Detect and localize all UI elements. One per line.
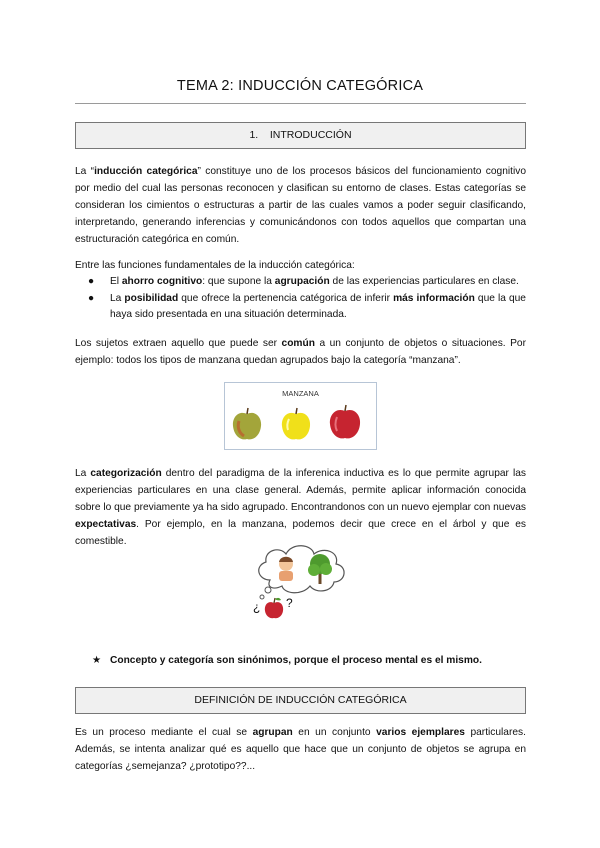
text-run: : que supone la xyxy=(202,276,275,287)
text-run: La xyxy=(75,468,91,479)
categorization-paragraph xyxy=(75,465,526,550)
page-title: TEMA 2: INDUCCIÓN CATEGÓRICA xyxy=(176,78,424,94)
term-ahorro-cognitivo: ahorro cognitivo xyxy=(121,276,203,287)
text-run: ” constituye uno de los procesos básicos del funcionamiento cognitivo por medio del cual las personas reconocen y clasifican su entorno de clases. Estas categorías se consideran los cimientos o estructuras a partir de las cuales vamos a poder seguir clasificando, interpretando, generando inferencias y comunicándonos con todos aquellos que compartan una estructuración categórica en común. xyxy=(75,166,526,245)
term-varios-ejemplares: varios ejemplares xyxy=(376,727,465,738)
common-paragraph xyxy=(75,335,526,369)
text-run: que ofrece la pertenencia catégorica de inferir xyxy=(178,293,394,304)
yellow-apple-icon xyxy=(282,408,310,439)
functions-intro: Entre las funciones fundamentales de la inducción categórica: xyxy=(75,260,355,271)
term-agrupan: agrupan xyxy=(252,727,293,738)
list-item-text xyxy=(110,274,526,289)
term-mas-informacion: más información xyxy=(393,293,475,304)
bullet-icon: ● xyxy=(88,276,95,287)
term-induccion-categorica: inducción categórica xyxy=(94,166,198,177)
text-run: La xyxy=(110,293,125,304)
term-comun: común xyxy=(281,338,315,349)
thinking-child-icon xyxy=(279,557,293,581)
term-posibilidad: posibilidad xyxy=(124,293,179,304)
section-label: INTRODUCCIÓN xyxy=(269,129,352,141)
figure-label: MANZANA xyxy=(282,389,319,398)
text-run: particulares. Además, se intenta analizar qué es aquello que hace que un conjunto de objetos se agrupa en categorías ¿semejanza? ¿prototipo??... xyxy=(75,727,526,772)
section-heading-introduccion xyxy=(75,122,526,149)
red-apple-icon xyxy=(263,596,285,620)
list-item xyxy=(88,274,528,289)
bullet-icon: ● xyxy=(88,293,95,304)
title-divider xyxy=(75,103,526,104)
section-label: DEFINICIÓN DE INDUCCIÓN CATEGÓRICA xyxy=(194,694,407,706)
section-number: 1. xyxy=(249,129,259,141)
question-open: ¿ xyxy=(253,600,261,614)
text-run: que la que haya sido presentada en una situación determinada. xyxy=(110,293,526,320)
text-run: Es un proceso mediante el cual se xyxy=(75,727,253,738)
green-apple-icon xyxy=(233,408,261,439)
text-run: dentro del paradigma de la inferenica inductiva es lo que permite agrupar las experiencias particulares en una clase general. Además, permite aplicar información conocida sobre lo que previamente ya ha sido agrupado. Encontrandonos con un nuevo ejemplar con nuevas xyxy=(75,468,526,513)
section-heading-definicion xyxy=(75,687,526,714)
key-point-text: Concepto y categoría son sinónimos, porque el proceso mental es el mismo. xyxy=(110,655,482,666)
text-run: de las experiencias particulares en clase. xyxy=(329,276,519,287)
thought-cloud-icon xyxy=(259,546,344,599)
text-run: El xyxy=(110,276,122,287)
text-run: en un conjunto xyxy=(292,727,377,738)
intro-paragraph xyxy=(75,163,526,248)
apples-figure xyxy=(224,382,377,450)
red-apple-icon xyxy=(330,405,360,438)
list-item xyxy=(88,291,528,323)
question-close: ? xyxy=(286,596,293,610)
definition-paragraph xyxy=(75,724,526,775)
text-run: La “ xyxy=(75,166,95,177)
key-point xyxy=(92,655,482,666)
text-run: . Por ejemplo, en la manzana, podemos decir que crece en el árbol y que es comestible. xyxy=(75,519,526,547)
apples-illustration xyxy=(225,383,376,449)
text-run: Los sujetos extraen aquello que puede ser xyxy=(75,338,282,349)
list-item-text xyxy=(110,291,526,323)
term-categorizacion: categorización xyxy=(90,468,162,479)
star-icon: ★ xyxy=(92,655,102,666)
term-agrupacion: agrupación xyxy=(274,276,330,287)
text-run: a un conjunto de objetos o situaciones. Por ejemplo: todos los tipos de manzana quedan agrupados bajo la categoría “manzana”. xyxy=(75,338,526,366)
question-apple-group xyxy=(253,596,303,622)
term-expectativas: expectativas xyxy=(75,519,137,530)
